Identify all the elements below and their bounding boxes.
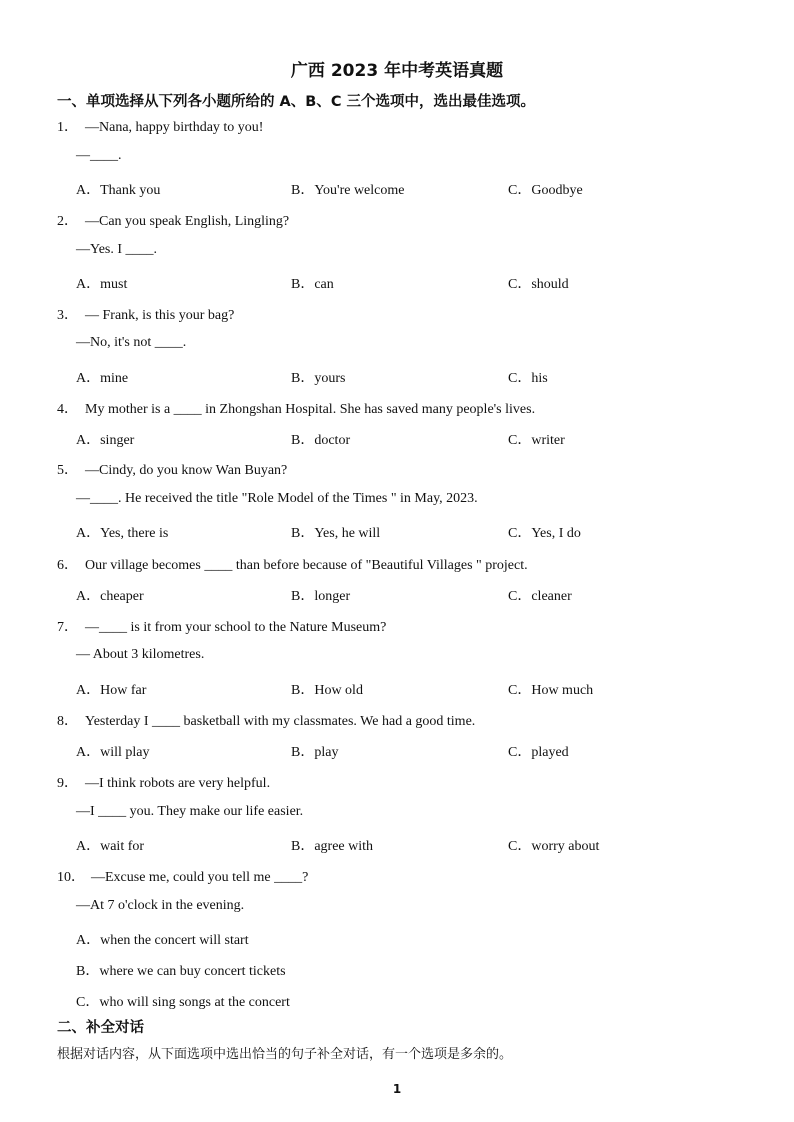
question-9-option-a: A．wait for [76, 839, 145, 854]
question-1-option-a: A．Thank you [76, 183, 161, 198]
question-stem: —Cindy, do you know Wan Buyan? [85, 463, 288, 478]
question-stem: Yesterday I ____ basketball with my classmates. We had a good time. [85, 714, 476, 729]
question-stem: My mother is a ____ in Zhongshan Hospital. She has saved many people's lives. [85, 402, 536, 417]
question-7 [57, 616, 386, 636]
section-2-instruction: 根据对话内容，从下面选项中选出恰当的句子补全对话，有一个选项是多余的。 [57, 1047, 513, 1062]
question-8-option-c: C．played [508, 745, 569, 760]
question-stem: —Nana, happy birthday to you! [85, 120, 264, 135]
question-stem: —Can you speak English, Lingling? [85, 214, 290, 229]
section-2-heading: 二、补全对话 [57, 1020, 144, 1036]
question-8 [57, 710, 475, 730]
question-5-option-b: B．Yes, he will [291, 526, 381, 541]
question-1-option-b: B．You're welcome [291, 183, 405, 198]
page-title: 广西 2023 年中考英语真题 [290, 61, 504, 81]
question-3-option-c: C．his [508, 371, 548, 386]
question-4-option-c: C．writer [508, 433, 565, 448]
question-9-option-c: C．worry about [508, 839, 600, 854]
page-number: 1 [392, 1082, 402, 1096]
question-6-option-a: A．cheaper [76, 589, 144, 604]
question-1-option-c: C．Goodbye [508, 183, 583, 198]
question-number: 9． [57, 776, 78, 791]
question-stem: —I think robots are very helpful. [85, 776, 271, 791]
question-10-option-c: C．who will sing songs at the concert [76, 995, 290, 1010]
question-8-option-a: A．will play [76, 745, 150, 760]
question-9-option-b: B．agree with [291, 839, 374, 854]
question-4 [57, 398, 535, 418]
question-2-reply: —Yes. I ____. [76, 242, 158, 257]
question-2 [57, 210, 289, 230]
question-5-option-a: A．Yes, there is [76, 526, 169, 541]
question-stem: — Frank, is this your bag? [85, 308, 235, 323]
question-6 [57, 554, 528, 574]
question-9-reply: —I ____ you. They make our life easier. [76, 804, 304, 819]
question-5-option-c: C．Yes, I do [508, 526, 581, 541]
question-3 [57, 304, 234, 324]
question-stem: Our village becomes ____ than before because of "Beautiful Villages " project. [85, 558, 528, 573]
question-10 [57, 866, 308, 886]
question-6-option-c: C．cleaner [508, 589, 572, 604]
question-number: 2． [57, 214, 78, 229]
section-1-heading: 一、单项选择从下列各小题所给的 A、B、C 三个选项中，选出最佳选项。 [57, 94, 536, 110]
question-2-option-c: C．should [508, 277, 569, 292]
question-8-option-b: B．play [291, 745, 339, 760]
question-number: 1． [57, 120, 78, 135]
question-3-option-a: A．mine [76, 371, 129, 386]
question-stem: —____ is it from your school to the Nature Museum? [85, 620, 387, 635]
question-number: 5． [57, 463, 78, 478]
question-2-option-b: B．can [291, 277, 334, 292]
question-10-reply: —At 7 o'clock in the evening. [76, 898, 245, 913]
question-number: 3． [57, 308, 78, 323]
question-number: 7． [57, 620, 78, 635]
question-9 [57, 772, 270, 792]
question-5 [57, 459, 287, 479]
question-3-reply: —No, it's not ____. [76, 335, 187, 350]
question-number: 10． [57, 870, 85, 885]
question-3-option-b: B．yours [291, 371, 346, 386]
question-1 [57, 116, 263, 136]
question-stem: —Excuse me, could you tell me ____? [91, 870, 309, 885]
question-1-reply: —____. [76, 148, 122, 163]
question-7-option-c: C．How much [508, 683, 594, 698]
question-5-reply: —____. He received the title "Role Model of the Times " in May, 2023. [76, 491, 478, 506]
question-4-option-a: A．singer [76, 433, 135, 448]
question-4-option-b: B．doctor [291, 433, 351, 448]
question-number: 6． [57, 558, 78, 573]
question-2-option-a: A．must [76, 277, 128, 292]
question-7-reply: — About 3 kilometres. [76, 647, 205, 662]
question-7-option-a: A．How far [76, 683, 147, 698]
question-number: 4． [57, 402, 78, 417]
question-number: 8． [57, 714, 78, 729]
question-7-option-b: B．How old [291, 683, 363, 698]
question-10-option-a: A．when the concert will start [76, 933, 249, 948]
question-6-option-b: B．longer [291, 589, 351, 604]
question-10-option-b: B．where we can buy concert tickets [76, 964, 286, 979]
